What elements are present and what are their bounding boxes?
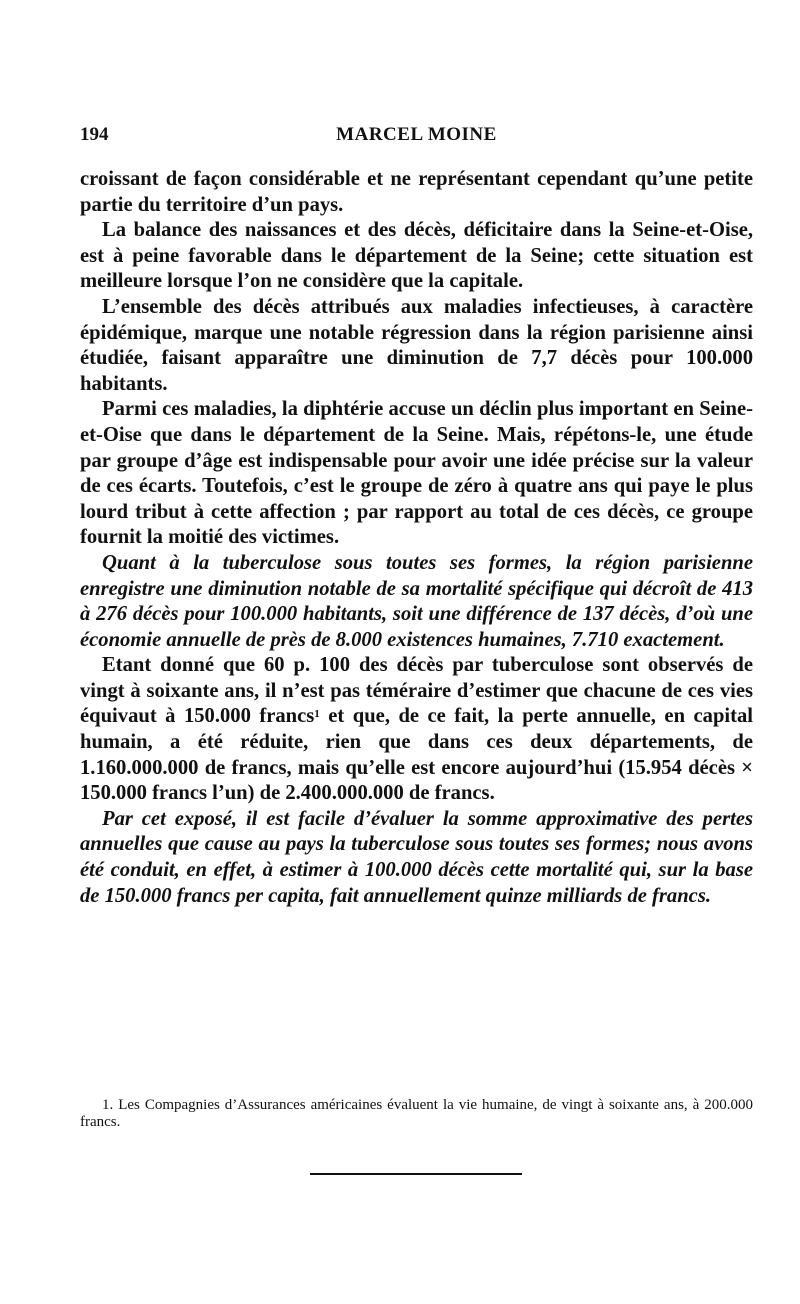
- paragraph-diphtheria: Parmi ces maladies, la diphtérie accuse un déclin plus important en Seine-et-Oise que dans le département de la Seine. Mais, répétons-le, une étude par groupe d’âge est indispensable pour avoir une idée précise sur la valeur de ces écarts. Toutefois, c’est le groupe de zéro à quatre ans qui paye le plus lourd tribut à cette affection ; par rapport au total de ces décès, ce groupe fournit la moitié des victimes.: [80, 398, 753, 549]
- footnote: [80, 1097, 753, 1131]
- footnote-text: 1. Les Compagnies d’Assurances américaines évaluent la vie humaine, de vingt à soixante ans, à 200.000 francs.: [80, 1097, 753, 1130]
- page-number: 194: [80, 124, 109, 145]
- paragraph-birth-death-balance: La balance des naissances et des décès, déficitaire dans la Seine-et-Oise, est à peine favorable dans le département de la Seine; cette situation est meilleure lorsque l’on ne considère que la capitale.: [80, 219, 753, 293]
- end-rule: [310, 1173, 522, 1175]
- paragraph-continuation: croissant de façon considérable et ne représentant cependant qu’une petite partie du territoire d’un pays.: [80, 168, 753, 216]
- document-page: [80, 0, 753, 1304]
- paragraph-human-capital-part2: et que, de ce fait, la perte annuelle, en capital humain, a été réduite, rien que dans ces deux départements, de 1.160.000.000 de francs, mais qu’elle est encore aujourd’hui (15.954 décès × 150.000 francs l’un) de 2.400.000.000 de francs.: [80, 705, 754, 805]
- footnote-marker: 1: [314, 708, 320, 721]
- paragraph-infectious-diseases: L’ensemble des décès attribués aux maladies infectieuses, à caractère épidémique, marque une notable régression dans la région parisienne ainsi étudiée, faisant apparaître une diminution de 7,7 décès pour 100.000 habitants.: [80, 295, 753, 395]
- paragraph-conclusion: Par cet exposé, il est facile d’évaluer la somme approximative des pertes annuelles que cause au pays la tuberculose sous toutes ses formes; nous avons été conduit, en effet, à estimer à 100.000 décès cette mortalité qui, sur la base de 150.000 francs per capita, fait annuellement quinze milliards de francs.: [80, 807, 753, 907]
- paragraph-human-capital: [80, 653, 753, 807]
- running-title: MARCEL MOINE: [336, 124, 497, 145]
- paragraph-tuberculosis: Quant à la tuberculose sous toutes ses formes, la région parisienne enregistre une diminution notable de sa mortalité spécifique qui décroît de 413 à 276 décès pour 100.000 habitants, soit une différence de 137 décès, d’où une économie annuelle de près de 8.000 existences humaines, 7.710 exactement.: [80, 551, 753, 651]
- body-text: [80, 167, 753, 909]
- paragraph-human-capital-part1: Etant donné que 60 p. 100 des décès par tuberculose sont observés de vingt à soixante ans, il n’est pas téméraire d’estimer que chacune de ces vies équivaut à 150.000 francs: [80, 654, 753, 728]
- page-header: [80, 124, 753, 148]
